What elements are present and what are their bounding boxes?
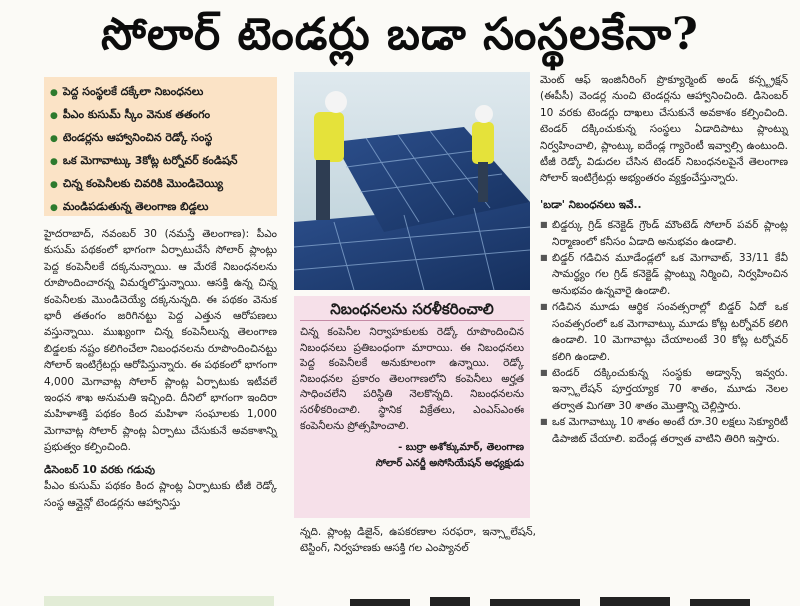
highlight-item: ● పెద్ద సంస్థలకే దక్కేలా నిబంధనలు (50, 85, 204, 98)
bottom-strip (44, 596, 274, 606)
bullet-icon: ● (50, 88, 58, 98)
next-headline-fragment (290, 592, 790, 606)
bullet-icon: ● (50, 203, 58, 213)
list-item: ■ బిడ్డర్ గడిచిన మూడేండ్లలో ఒక మెగావాట్, 33/11 కేవీ సామర్థ్యం గల గ్రిడ్ కనెక్టెడ్ ప్లాంట్ను నిర్మించి, నిర్వహించిన అనుభవం ఉన్నవారై ఉండాలి. (540, 250, 788, 299)
list-item: ■ గడిచిన మూడు ఆర్థిక సంవత్సరాల్లో బిడ్డర్ ఏదో ఒక సంవత్సరంలో ఒక మెగావాట్కు మూడు కోట్ల టర్నోవర్ కలిగి ఉండాలి. 10 మెగావాట్లు చేయాలంటే 30 కోట్ల టర్నోవర్ కలిగి ఉండాలి. (540, 299, 788, 365)
highlight-item: ● పీఎం కుసుమ్ స్కీం వెనుక తతంగం (50, 108, 211, 121)
section-title: 'బడా' నిబంధనలు ఇవే.. (540, 198, 642, 211)
article-paragraph: మెంట్ ఆఫ్ ఇంజినీరింగ్ ప్రొక్యూర్మెంట్ అండ్ కన్స్ట్రక్షన్ (ఈపీసీ) వెండర్ల నుంచి టెండర్లను ఆహ్వానించింది. డిసెంబర్ 10 వరకు టెండర్లు దాఖలు చేసుకునే అవకాశం కల్పించింది. టెండర్ దక్కించుకున్న సంస్థలు ఏడాదిపాటు ప్లాంట్ను నిర్వహించాలి, ప్లాంట్కు ఐదేండ్ల గ్యారెంటీ ఇవ్వాల్సి ఉంటుంది. టీజీ రెడ్కో విడుదల చేసిన టెండర్ నిబంధనలపైనే తెలంగాణ సోలార్ ఇంటిగ్రేటర్లు అభ్యంతరం వ్యక్తంచేస్తున్నారు. (540, 74, 788, 185)
requirements-list (540, 217, 788, 447)
list-item: ■ ఒక మెగావాట్కు 10 శాతం అంటే రూ.30 లక్షలు సెక్యూరిటీ డిపాజిట్ చేయాలి. ఐదేండ్ల తర్వాత వాటిని తిరిగి ఇస్తారు. (540, 414, 788, 447)
quote-heading: నిబంధనలను సరళీకరించాలి (300, 298, 524, 321)
article-paragraph: హైదరాబాద్, నవంబర్ 30 (నమస్తే తెలంగాణ): పీఎం కుసుమ్ పథకంలో భాగంగా ఏర్పాటుచేసే సోలార్ ప్లాంట్లు పెద్ద కంపెనీలకే దక్కనున్నాయి. ఆ మేరకే నిబంధనలను రూపొందించారన్న విమర్శలొస్తున్నాయి. ఆసక్తి ఉన్న చిన్న కంపెనీలకు మొండిచెయ్యే దక్కనున్నది. ఈ పథకం వెనుక భారీ తతంగం జరిగినట్టు పెద్ద ఎత్తున ఆరోపణలు వస్తున్నాయి. ముఖ్యంగా చిన్న కంపెనీలున్న తెలంగాణ బిడ్డలకు నష్టం కలిగించేలా నిబంధనలను రూపొందించినట్టు సోలార్ ఇంటిగ్రేటర్లు ఆరోపిస్తున్నారు. ఈ పథకంలో భాగంగా 4,000 మెగావాట్ల సోలార్ ప్లాంట్ల ఏర్పాటుకు ఇటీవలే ఇంధన శాఖ అనుమతి ఇచ్చింది. దీనిలో భాగంగా ఇందిరా మహిళాశక్తి పథకం కింద మహిళా సంఘాలకు 1,000 మెగావాట్ల సోలార్ ప్లాంట్ల ఏర్పాటు చేసుకునే అవకాశాన్ని ప్రభుత్వం కల్పించింది. (44, 228, 277, 454)
solar-panel-photo (294, 72, 530, 290)
highlight-item: ● టెండర్లను ఆహ్వానించిన రెడ్కో సంస్థ (50, 131, 213, 144)
bullet-icon: ● (50, 180, 58, 190)
bullet-icon: ● (50, 157, 58, 167)
left-column (44, 226, 277, 511)
list-item: ■ బిడ్డర్కు గ్రిడ్ కనెక్టెడ్ గ్రౌండ్ మౌంటెడ్ సోలార్ పవర్ ప్లాంట్ల నిర్మాణంలో కనీసం ఏడాది అనుభవం ఉండాలి. (540, 217, 788, 250)
highlight-item: ● మండిపడుతున్న తెలంగాణ బిడ్డలు (50, 200, 209, 213)
highlight-item: ● చిన్న కంపెనీలకు చివరికి మొండిచెయ్యి (50, 177, 224, 190)
article-paragraph: పీఎం కుసుమ్ పథకం కింద ప్లాంట్ల ఏర్పాటుకు టీజీ రెడ్కో సంస్థ ఆన్లైన్లో టెండర్లను ఆహ్వానిస్తు (44, 480, 277, 509)
quote-box (294, 296, 530, 518)
quote-attribution (300, 440, 524, 472)
right-column (540, 72, 788, 447)
subheading: డిసెంబర్ 10 వరకు గడువు (44, 463, 155, 476)
bullet-icon: ● (50, 134, 58, 144)
highlight-item: ● ఒక మెగావాట్కు 3కోట్ల టర్నోవర్ కండిషన్ (50, 154, 238, 167)
list-item: ■ టెండర్ దక్కించుకున్న సంస్థకు అడ్వాన్స్ ఇవ్వరు. ఇన్స్టాలేషన్ పూర్తయ్యాక 70 శాతం, మూడు నెలల తర్వాత మిగతా 30 శాతం మొత్తాన్ని చెల్లిస్తారు. (540, 365, 788, 414)
center-continuation: న్నది. ప్లాంట్ల డిజైన్, ఉపకరణాల సరఫరా, ఇన్స్టాలేషన్, టెస్టింగ్, నిర్వహణకు ఆసక్తి గల ఎంప్యానల్ (300, 526, 536, 555)
quote-body: చిన్న కంపెనీల నిర్వాహకులకు రెడ్కో రూపొందించిన నిబంధనలు ప్రతిబంధంగా మారాయి. ఈ నిబంధనలు పెద్ద కంపెనీలకే అనుకూలంగా ఉన్నాయి. రెడ్కో నిబంధనల ప్రకారం తెలంగాణలోని కంపెనీలు అర్హత సాధించలేని పరిస్థితి నెలకొన్నది. నిబంధనలను సరళీకరించాలి. స్థానిక విక్రేతలు, ఎంఎస్ఎంఈ కంపెనీలను ప్రోత్సహించాలి. (300, 326, 524, 432)
headline: సోలార్ టెండర్లు బడా సంస్థలకేనా? (101, 9, 699, 60)
attribution-name: - బుర్రా అశోక్కుమార్, తెలంగాణ (398, 442, 524, 454)
attribution-role: సోలార్ ఎనర్జీ అసోసియేషన్ అధ్యక్షుడు (375, 458, 524, 470)
highlights-box (44, 77, 277, 216)
bullet-icon: ● (50, 111, 58, 121)
